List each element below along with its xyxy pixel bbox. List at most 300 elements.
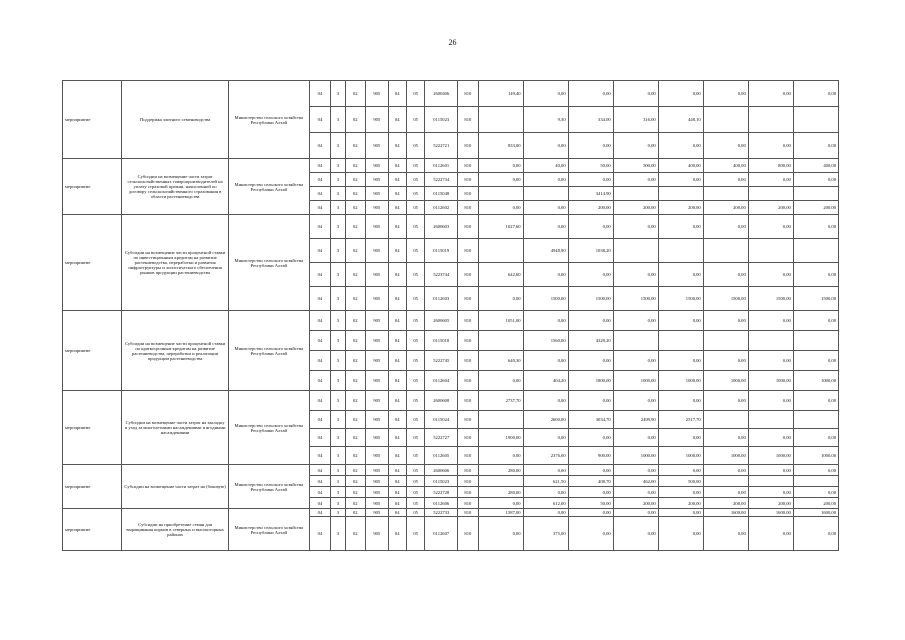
cell-value-6 xyxy=(703,107,748,133)
cell-code-3: 02 xyxy=(345,215,365,239)
cell-code-csr: 0112603 xyxy=(425,287,458,311)
cell-value-8: 200,00 xyxy=(793,498,838,509)
cell-code-grbs: 905 xyxy=(366,391,389,411)
cell-code-3: 02 xyxy=(345,447,365,465)
cell-code-pr: 05 xyxy=(406,465,424,476)
cell-code-csr: 2600406 xyxy=(425,81,458,107)
cell-code-pr: 05 xyxy=(406,517,424,551)
measure-type-cell: мероприятие xyxy=(63,215,122,311)
cell-code-vr: 810 xyxy=(458,411,478,429)
cell-code-grbs: 905 xyxy=(366,487,389,498)
cell-code-pr: 05 xyxy=(406,391,424,411)
cell-code-1: 04 xyxy=(309,465,330,476)
cell-value-5: 0,00 xyxy=(658,429,703,447)
cell-code-csr: 2600606 xyxy=(425,465,458,476)
cell-value-7: 1000,00 xyxy=(748,447,793,465)
cell-value-8 xyxy=(793,107,838,133)
cell-value-6: 0,00 xyxy=(703,517,748,551)
cell-value-4: 462,00 xyxy=(613,476,658,487)
cell-code-rz: 04 xyxy=(388,331,406,351)
cell-value-2: 612,00 xyxy=(523,498,568,509)
cell-code-2: 3 xyxy=(331,331,345,351)
cell-code-pr: 05 xyxy=(406,173,424,187)
cell-value-3: 200,00 xyxy=(568,201,613,215)
measure-name-cell: Субсидии на возмещение части процентной ставки по краткосрочным кредитам на развитие растениеводства, переработки и реализации продукции растениеводства xyxy=(122,311,228,391)
cell-code-pr: 05 xyxy=(406,371,424,391)
cell-value-7: 0,00 xyxy=(748,391,793,411)
cell-code-2: 3 xyxy=(331,287,345,311)
cell-value-1: 0,00 xyxy=(478,371,523,391)
measure-type-cell: мероприятие xyxy=(63,159,122,215)
executor-cell: Министерство сельского хозяйства Республики Алтай xyxy=(228,391,309,465)
cell-code-2: 3 xyxy=(331,263,345,287)
cell-value-6: 0,00 xyxy=(703,81,748,107)
cell-value-5: 1000,00 xyxy=(658,447,703,465)
executor-cell: Министерство сельского хозяйства Республики Алтай xyxy=(228,465,309,509)
cell-value-8: 0,00 xyxy=(793,429,838,447)
page-number: 26 xyxy=(448,38,457,47)
cell-code-pr: 05 xyxy=(406,476,424,487)
cell-code-1: 04 xyxy=(309,133,330,159)
cell-value-6: 200,00 xyxy=(703,201,748,215)
cell-value-6: 0,00 xyxy=(703,215,748,239)
cell-code-2: 3 xyxy=(331,311,345,331)
cell-code-3: 02 xyxy=(345,331,365,351)
cell-value-6 xyxy=(703,187,748,201)
cell-code-pr: 05 xyxy=(406,311,424,331)
cell-value-8: 0,00 xyxy=(793,351,838,371)
cell-code-csr: 0112606 xyxy=(425,498,458,509)
table-row xyxy=(63,215,839,239)
cell-code-3: 02 xyxy=(345,411,365,429)
cell-value-1 xyxy=(478,411,523,429)
cell-code-1: 04 xyxy=(309,371,330,391)
cell-code-csr: 0115048 xyxy=(425,187,458,201)
cell-value-6: 0,00 xyxy=(703,465,748,476)
cell-value-5: 1000,00 xyxy=(658,371,703,391)
cell-code-3: 02 xyxy=(345,107,365,133)
cell-code-grbs: 905 xyxy=(366,331,389,351)
cell-code-pr: 05 xyxy=(406,287,424,311)
cell-code-2: 3 xyxy=(331,215,345,239)
cell-code-3: 02 xyxy=(345,465,365,476)
cell-code-2: 3 xyxy=(331,465,345,476)
cell-code-csr: 5223744 xyxy=(425,263,458,287)
cell-value-6: 1000,00 xyxy=(703,447,748,465)
cell-value-7: 0,00 xyxy=(748,263,793,287)
cell-value-1: 1051,00 xyxy=(478,311,523,331)
cell-value-7: 0,00 xyxy=(748,351,793,371)
cell-code-rz: 04 xyxy=(388,81,406,107)
cell-code-csr: 0112605 xyxy=(425,447,458,465)
cell-value-3: 0,00 xyxy=(568,173,613,187)
cell-value-7: 200,00 xyxy=(748,201,793,215)
cell-value-7: 0,00 xyxy=(748,517,793,551)
cell-value-4 xyxy=(613,187,658,201)
cell-value-2: 0,00 xyxy=(523,215,568,239)
cell-code-3: 02 xyxy=(345,476,365,487)
cell-value-4 xyxy=(613,239,658,263)
cell-value-2: 9,30 xyxy=(523,107,568,133)
cell-code-3: 02 xyxy=(345,391,365,411)
table-row xyxy=(63,81,839,107)
cell-value-6: 0,00 xyxy=(703,311,748,331)
cell-code-vr: 810 xyxy=(458,187,478,201)
cell-value-7: 1600,00 xyxy=(748,509,793,517)
cell-code-csr: 2600608 xyxy=(425,391,458,411)
table-row xyxy=(63,159,839,173)
cell-value-2: 0,00 xyxy=(523,487,568,498)
cell-code-2: 3 xyxy=(331,107,345,133)
cell-value-6: 1600,00 xyxy=(703,509,748,517)
cell-code-1: 04 xyxy=(309,187,330,201)
cell-value-4: 1000,00 xyxy=(613,371,658,391)
cell-code-csr: 2600605 xyxy=(425,311,458,331)
cell-value-8: 1000,00 xyxy=(793,447,838,465)
cell-value-4: 0,00 xyxy=(613,465,658,476)
cell-value-4: 1500,00 xyxy=(613,287,658,311)
cell-value-5: 0,00 xyxy=(658,263,703,287)
cell-code-rz: 04 xyxy=(388,173,406,187)
cell-code-grbs: 905 xyxy=(366,498,389,509)
cell-code-rz: 04 xyxy=(388,371,406,391)
cell-value-7 xyxy=(748,187,793,201)
cell-value-3: 3034,70 xyxy=(568,411,613,429)
cell-code-csr: 5222721 xyxy=(425,133,458,159)
cell-value-4: 0,00 xyxy=(613,173,658,187)
cell-code-csr: 0112602 xyxy=(425,201,458,215)
cell-value-6: 0,00 xyxy=(703,429,748,447)
cell-value-3: 0,00 xyxy=(568,81,613,107)
cell-code-pr: 05 xyxy=(406,159,424,173)
cell-value-4: 0,00 xyxy=(613,509,658,517)
cell-code-csr: 5222734 xyxy=(425,173,458,187)
cell-code-pr: 05 xyxy=(406,487,424,498)
cell-code-csr: 0115018 xyxy=(425,331,458,351)
cell-code-rz: 04 xyxy=(388,159,406,173)
cell-code-rz: 04 xyxy=(388,351,406,371)
cell-value-2: 0,00 xyxy=(523,173,568,187)
cell-value-5: 0,00 xyxy=(658,487,703,498)
cell-value-4: 2499,90 xyxy=(613,411,658,429)
cell-value-8 xyxy=(793,476,838,487)
cell-value-5: 0,00 xyxy=(658,133,703,159)
cell-code-pr: 05 xyxy=(406,187,424,201)
cell-code-vr: 810 xyxy=(458,465,478,476)
cell-value-3: 0,00 xyxy=(568,391,613,411)
cell-value-7 xyxy=(748,107,793,133)
cell-value-2: 621,50 xyxy=(523,476,568,487)
cell-code-pr: 05 xyxy=(406,133,424,159)
cell-code-2: 3 xyxy=(331,239,345,263)
cell-code-vr: 810 xyxy=(458,159,478,173)
cell-value-8: 0,00 xyxy=(793,173,838,187)
cell-code-3: 02 xyxy=(345,429,365,447)
cell-code-grbs: 905 xyxy=(366,239,389,263)
cell-value-5: 0,00 xyxy=(658,215,703,239)
cell-code-2: 3 xyxy=(331,517,345,551)
cell-value-3: 4328,20 xyxy=(568,331,613,351)
cell-value-5: 0,00 xyxy=(658,173,703,187)
cell-code-grbs: 905 xyxy=(366,465,389,476)
cell-value-1 xyxy=(478,107,523,133)
cell-value-7: 800,00 xyxy=(748,159,793,173)
cell-code-2: 3 xyxy=(331,391,345,411)
cell-value-2: 0,00 xyxy=(523,509,568,517)
cell-value-4: 200,00 xyxy=(613,498,658,509)
cell-code-rz: 04 xyxy=(388,239,406,263)
cell-value-1: 0,00 xyxy=(478,447,523,465)
cell-code-3: 02 xyxy=(345,509,365,517)
cell-code-rz: 04 xyxy=(388,476,406,487)
executor-cell: Министерство сельского хозяйства Республики Алтай xyxy=(228,215,309,311)
cell-value-7: 0,00 xyxy=(748,429,793,447)
cell-code-vr: 810 xyxy=(458,391,478,411)
cell-code-grbs: 905 xyxy=(366,411,389,429)
cell-value-1: 833,00 xyxy=(478,133,523,159)
cell-value-3: 334,00 xyxy=(568,107,613,133)
cell-code-3: 02 xyxy=(345,81,365,107)
cell-value-4: 0,00 xyxy=(613,81,658,107)
cell-code-grbs: 905 xyxy=(366,429,389,447)
cell-code-3: 02 xyxy=(345,351,365,371)
cell-code-grbs: 905 xyxy=(366,187,389,201)
cell-code-1: 04 xyxy=(309,487,330,498)
cell-value-3: 0,00 xyxy=(568,263,613,287)
cell-code-grbs: 905 xyxy=(366,107,389,133)
cell-code-3: 02 xyxy=(345,201,365,215)
measure-type-cell: мероприятие xyxy=(63,465,122,509)
cell-value-1: 2737,70 xyxy=(478,391,523,411)
cell-code-1: 04 xyxy=(309,391,330,411)
cell-value-3: 0,00 xyxy=(568,509,613,517)
cell-code-2: 3 xyxy=(331,487,345,498)
cell-code-pr: 05 xyxy=(406,107,424,133)
cell-code-rz: 04 xyxy=(388,391,406,411)
cell-value-4: 0,00 xyxy=(613,263,658,287)
cell-code-rz: 04 xyxy=(388,133,406,159)
cell-code-csr: 5222733 xyxy=(425,509,458,517)
cell-value-6 xyxy=(703,331,748,351)
cell-code-vr: 810 xyxy=(458,133,478,159)
cell-code-1: 04 xyxy=(309,498,330,509)
cell-value-2: 0,00 xyxy=(523,201,568,215)
cell-value-1 xyxy=(478,476,523,487)
cell-value-1: 1587,00 xyxy=(478,509,523,517)
cell-value-7: 0,00 xyxy=(748,311,793,331)
cell-value-5: 0,00 xyxy=(658,81,703,107)
cell-code-pr: 05 xyxy=(406,429,424,447)
cell-value-3: 1500,00 xyxy=(568,287,613,311)
cell-code-csr: 0115019 xyxy=(425,239,458,263)
cell-value-2: 375,00 xyxy=(523,517,568,551)
cell-code-1: 04 xyxy=(309,201,330,215)
cell-value-4: 0,00 xyxy=(613,517,658,551)
cell-value-1: 0,00 xyxy=(478,517,523,551)
measure-type-cell: мероприятие xyxy=(63,391,122,465)
cell-code-csr: 0112601 xyxy=(425,159,458,173)
cell-value-4 xyxy=(613,331,658,351)
cell-value-6: 1000,00 xyxy=(703,371,748,391)
cell-code-2: 3 xyxy=(331,173,345,187)
cell-code-vr: 810 xyxy=(458,509,478,517)
cell-value-7: 0,00 xyxy=(748,465,793,476)
cell-code-pr: 05 xyxy=(406,215,424,239)
measure-type-cell: мероприятие xyxy=(63,509,122,551)
cell-code-vr: 810 xyxy=(458,447,478,465)
cell-code-pr: 05 xyxy=(406,263,424,287)
cell-value-2: 2376,00 xyxy=(523,447,568,465)
cell-value-2: 2600,00 xyxy=(523,411,568,429)
cell-code-csr: 2600603 xyxy=(425,215,458,239)
cell-value-8: 0,00 xyxy=(793,133,838,159)
cell-code-2: 3 xyxy=(331,133,345,159)
cell-code-vr: 810 xyxy=(458,331,478,351)
cell-code-rz: 04 xyxy=(388,509,406,517)
cell-code-vr: 810 xyxy=(458,263,478,287)
cell-code-1: 04 xyxy=(309,476,330,487)
cell-value-2: 404,20 xyxy=(523,371,568,391)
cell-code-vr: 810 xyxy=(458,351,478,371)
cell-code-grbs: 905 xyxy=(366,351,389,371)
measure-name-cell: Субсидии на возмещение части затрат сельскохозяйственных товаропроизводителей на уплату страховой премии, начисленной по договору сельскохозяйственного страхования в области растениеводства xyxy=(122,159,228,215)
executor-cell: Министерство сельского хозяйства Республики Алтай xyxy=(228,81,309,159)
cell-value-5: 500,00 xyxy=(658,476,703,487)
cell-code-1: 04 xyxy=(309,81,330,107)
cell-value-6: 0,00 xyxy=(703,263,748,287)
cell-code-grbs: 905 xyxy=(366,133,389,159)
cell-value-2: 4948,90 xyxy=(523,239,568,263)
cell-value-2: 0,00 xyxy=(523,351,568,371)
cell-code-3: 02 xyxy=(345,487,365,498)
cell-value-5: 400,00 xyxy=(658,159,703,173)
cell-value-1: 640,30 xyxy=(478,351,523,371)
cell-value-5 xyxy=(658,331,703,351)
cell-value-7 xyxy=(748,476,793,487)
cell-code-vr: 810 xyxy=(458,107,478,133)
cell-code-csr: 0115023 xyxy=(425,476,458,487)
cell-code-rz: 04 xyxy=(388,447,406,465)
cell-code-grbs: 905 xyxy=(366,173,389,187)
cell-value-1: 0,00 xyxy=(478,201,523,215)
cell-code-3: 02 xyxy=(345,287,365,311)
cell-code-1: 04 xyxy=(309,411,330,429)
cell-code-pr: 05 xyxy=(406,201,424,215)
cell-code-2: 3 xyxy=(331,159,345,173)
cell-value-7: 0,00 xyxy=(748,215,793,239)
cell-value-8: 1600,00 xyxy=(793,509,838,517)
cell-value-6: 200,00 xyxy=(703,498,748,509)
cell-value-5: 0,00 xyxy=(658,311,703,331)
cell-code-grbs: 905 xyxy=(366,263,389,287)
cell-value-4: 0,00 xyxy=(613,429,658,447)
cell-code-csr: 0115024 xyxy=(425,411,458,429)
cell-code-1: 04 xyxy=(309,173,330,187)
cell-value-2 xyxy=(523,187,568,201)
cell-value-6 xyxy=(703,239,748,263)
cell-code-1: 04 xyxy=(309,311,330,331)
measure-name-cell: Субсидии на возмещение части процентной ставки по инвестиционным кредитам на развитие растениеводства, переработки и развития инфраструктуры и логистического обеспечения рынков продукции растениеводства xyxy=(122,215,228,311)
cell-value-8: 0,00 xyxy=(793,311,838,331)
cell-code-rz: 04 xyxy=(388,215,406,239)
measure-type-cell: мероприятие xyxy=(63,81,122,159)
cell-code-1: 04 xyxy=(309,239,330,263)
cell-value-2: 0,00 xyxy=(523,429,568,447)
cell-value-3: 0,00 xyxy=(568,465,613,476)
cell-value-4: 200,00 xyxy=(613,201,658,215)
cell-value-2: 0,00 xyxy=(523,133,568,159)
cell-code-vr: 810 xyxy=(458,498,478,509)
cell-code-pr: 05 xyxy=(406,331,424,351)
cell-value-4: 0,00 xyxy=(613,133,658,159)
cell-code-vr: 810 xyxy=(458,517,478,551)
cell-code-rz: 04 xyxy=(388,411,406,429)
cell-value-7: 0,00 xyxy=(748,173,793,187)
cell-value-7 xyxy=(748,239,793,263)
cell-value-1 xyxy=(478,331,523,351)
cell-code-2: 3 xyxy=(331,187,345,201)
cell-value-7: 0,00 xyxy=(748,487,793,498)
cell-value-7: 200,00 xyxy=(748,498,793,509)
cell-code-grbs: 905 xyxy=(366,371,389,391)
budget-table xyxy=(62,80,839,551)
cell-code-vr: 810 xyxy=(458,173,478,187)
cell-code-2: 3 xyxy=(331,411,345,429)
cell-value-4: 0,00 xyxy=(613,311,658,331)
cell-value-1: 642,60 xyxy=(478,263,523,287)
cell-value-7 xyxy=(748,331,793,351)
cell-value-8: 0,00 xyxy=(793,263,838,287)
cell-value-5 xyxy=(658,239,703,263)
cell-code-pr: 05 xyxy=(406,498,424,509)
cell-value-8: 0,00 xyxy=(793,81,838,107)
cell-code-3: 02 xyxy=(345,239,365,263)
cell-code-grbs: 905 xyxy=(366,517,389,551)
measure-name-cell: Субсидии на возмещение части затрат на закладку и уход за многолетними насаждениями и ягодными насаждениями xyxy=(122,391,228,465)
cell-code-vr: 810 xyxy=(458,371,478,391)
cell-value-6: 0,00 xyxy=(703,487,748,498)
cell-code-grbs: 905 xyxy=(366,311,389,331)
cell-code-1: 04 xyxy=(309,509,330,517)
cell-code-rz: 04 xyxy=(388,517,406,551)
cell-value-3: 0,00 xyxy=(568,517,613,551)
cell-code-rz: 04 xyxy=(388,498,406,509)
table-row xyxy=(63,311,839,331)
cell-code-rz: 04 xyxy=(388,201,406,215)
cell-code-1: 04 xyxy=(309,287,330,311)
cell-code-vr: 810 xyxy=(458,215,478,239)
cell-value-6 xyxy=(703,411,748,429)
cell-code-pr: 05 xyxy=(406,239,424,263)
cell-value-4: 316,00 xyxy=(613,107,658,133)
cell-value-5: 0,00 xyxy=(658,509,703,517)
cell-value-5: 0,00 xyxy=(658,351,703,371)
cell-value-8: 0,00 xyxy=(793,391,838,411)
cell-value-8: 1000,00 xyxy=(793,371,838,391)
cell-code-2: 3 xyxy=(331,351,345,371)
cell-code-vr: 810 xyxy=(458,239,478,263)
cell-value-1: 0,00 xyxy=(478,159,523,173)
cell-code-3: 02 xyxy=(345,173,365,187)
cell-code-rz: 04 xyxy=(388,465,406,476)
cell-code-2: 3 xyxy=(331,498,345,509)
cell-value-2: 40,00 xyxy=(523,159,568,173)
cell-value-1: 1900,00 xyxy=(478,429,523,447)
cell-code-grbs: 905 xyxy=(366,447,389,465)
cell-value-3: 0,00 xyxy=(568,133,613,159)
cell-code-vr: 810 xyxy=(458,487,478,498)
cell-code-3: 02 xyxy=(345,311,365,331)
